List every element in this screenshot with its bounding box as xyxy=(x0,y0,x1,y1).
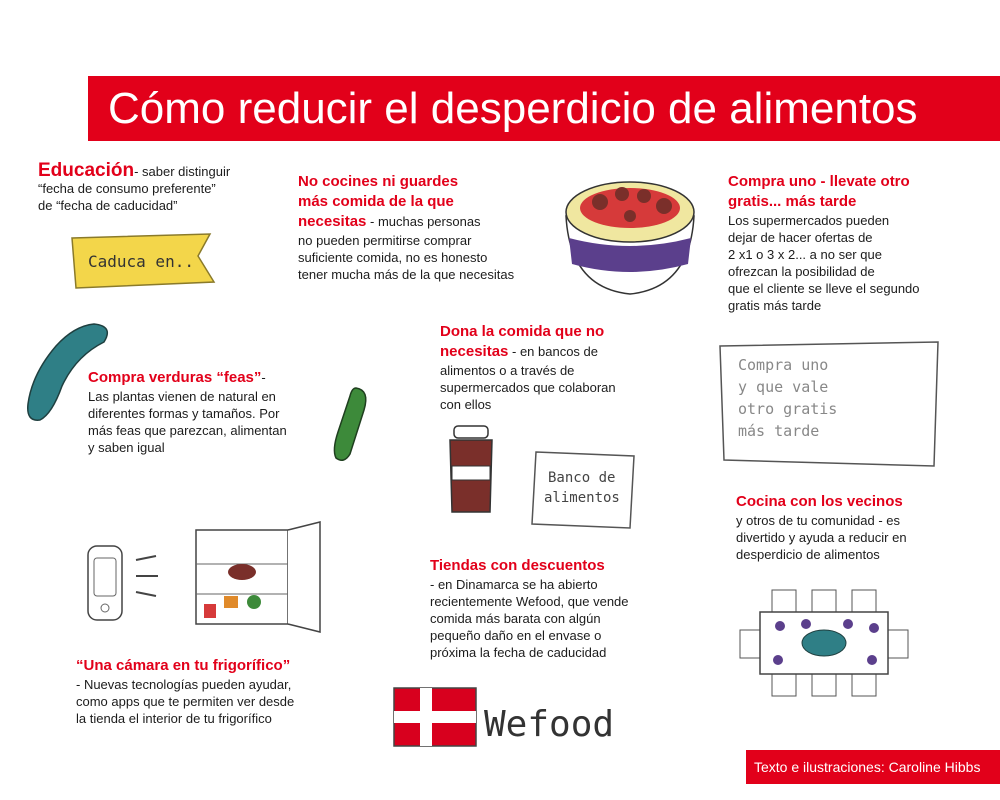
tiendas-line: comida más barata con algún xyxy=(430,611,601,626)
no-cocines-heading: más comida de la que xyxy=(298,193,454,210)
dona-line: - en bancos de xyxy=(508,344,599,359)
danish-flag-cross xyxy=(394,711,476,723)
plate xyxy=(843,619,853,629)
dona-line: alimentos o a través de xyxy=(440,363,575,378)
cocina-line: y otros de tu comunidad - es xyxy=(736,513,901,528)
chair xyxy=(772,674,796,696)
jar-label xyxy=(452,466,490,480)
plate xyxy=(773,655,783,665)
plate xyxy=(867,655,877,665)
note-card-text: y que vale xyxy=(738,378,829,396)
section-tiendas xyxy=(430,556,680,661)
section-cocina xyxy=(736,492,986,563)
compra-uno-heading: Compra uno - llevate otro xyxy=(728,173,910,190)
dona-heading: Dona la comida que no xyxy=(440,323,605,340)
educacion-line: “fecha de consumo preferente” xyxy=(38,181,216,196)
phone-screen xyxy=(94,558,116,596)
verduras-line: - xyxy=(261,370,266,385)
compra-uno-line: 2 x1 o 3 x 2... a no ser que xyxy=(728,247,882,262)
note-card-text: Compra uno xyxy=(738,356,829,374)
chair xyxy=(888,630,908,658)
cocina-heading: Cocina con los vecinos xyxy=(736,493,903,510)
chair xyxy=(852,590,876,612)
caduca-label-drawing xyxy=(68,232,218,290)
straight-cucumber-drawing xyxy=(330,384,372,464)
dining-table-drawing xyxy=(736,586,912,700)
note-card-text: otro gratis xyxy=(738,400,838,418)
no-cocines-heading: necesitas xyxy=(298,213,367,230)
no-cocines-heading: No cocines ni guardes xyxy=(298,173,459,190)
bowl-food-piece xyxy=(615,187,629,201)
plate xyxy=(869,623,879,633)
fridge-food xyxy=(224,596,238,608)
dona-heading: necesitas xyxy=(440,343,509,360)
compra-uno-line: ofrezcan la posibilidad de xyxy=(728,264,875,279)
fridge-camera-drawing xyxy=(84,520,334,636)
no-cocines-line: no pueden permitirse comprar xyxy=(298,233,472,248)
section-verduras xyxy=(88,368,328,456)
chair xyxy=(852,674,876,696)
verduras-line: diferentes formas y tamaños. Por xyxy=(88,406,280,421)
section-camara xyxy=(76,656,336,727)
dona-line: supermercados que colaboran xyxy=(440,380,616,395)
chair xyxy=(772,590,796,612)
chair xyxy=(812,590,836,612)
section-dona xyxy=(440,322,680,413)
plate xyxy=(801,619,811,629)
verduras-line: Las plantas vienen de natural en xyxy=(88,389,276,404)
tiendas-line: pequeño daño en el envase o xyxy=(430,628,602,643)
educacion-line: de “fecha de caducidad” xyxy=(38,198,178,213)
compra-uno-line: Los supermercados pueden xyxy=(728,213,890,228)
tiendas-line: - en Dinamarca se ha abierto xyxy=(430,577,598,592)
page-title: Cómo reducir el desperdicio de alimentos xyxy=(88,76,1000,141)
bowl-food-piece xyxy=(624,210,636,222)
jar-drawing xyxy=(446,420,496,518)
note-card-text: más tarde xyxy=(738,422,820,440)
fridge-food xyxy=(228,564,256,580)
camara-line: la tienda el interior de tu frigorífico xyxy=(76,711,272,726)
fridge-door xyxy=(288,522,320,632)
section-no-cocines xyxy=(298,172,558,283)
educacion-heading: Educación xyxy=(38,160,135,181)
signal-lines xyxy=(136,556,158,596)
bowl-food-piece xyxy=(592,194,608,210)
bowl-food-piece xyxy=(637,189,651,203)
note-card-drawing xyxy=(716,340,942,470)
food-bank-sign-text: alimentos xyxy=(544,490,620,506)
jar-lid xyxy=(454,426,488,438)
food-bank-sign-text: Banco de xyxy=(548,470,616,486)
cucumber-straight xyxy=(334,388,365,460)
wefood-text: Wefood xyxy=(484,704,615,745)
cocina-line: divertido y ayuda a reducir en xyxy=(736,530,907,545)
compra-uno-line: gratis más tarde xyxy=(728,298,822,313)
cocina-line: desperdicio de alimentos xyxy=(736,547,880,562)
food-bank-sign-drawing xyxy=(530,448,638,532)
no-cocines-line: - muchas personas xyxy=(366,214,481,229)
verduras-line: y saben igual xyxy=(88,440,165,455)
chair xyxy=(812,674,836,696)
tiendas-line: próxima la fecha de caducidad xyxy=(430,645,607,660)
bowl-drawing xyxy=(560,172,700,300)
chair xyxy=(740,630,760,658)
section-compra-uno xyxy=(728,172,988,314)
fridge-food xyxy=(247,595,261,609)
wefood-drawing xyxy=(392,686,622,752)
dona-line: con ellos xyxy=(440,397,492,412)
table-dish xyxy=(802,630,846,656)
no-cocines-line: suficiente comida, no es honesto xyxy=(298,250,488,265)
plate xyxy=(775,621,785,631)
verduras-heading: Compra verduras “feas” xyxy=(88,369,262,386)
compra-uno-line: dejar de hacer ofertas de xyxy=(728,230,873,245)
section-educacion xyxy=(38,162,288,214)
verduras-line: más feas que parezcan, alimentan xyxy=(88,423,287,438)
credit-badge: Texto e ilustraciones: Caroline Hibbs xyxy=(746,750,1000,784)
camara-line: - Nuevas tecnologías pueden ayudar, xyxy=(76,677,292,692)
no-cocines-line: tener mucha más de la que necesitas xyxy=(298,267,515,282)
compra-uno-line: que el cliente se lleve el segundo xyxy=(728,281,920,296)
educacion-line: - saber distinguir xyxy=(134,164,231,179)
fridge-food xyxy=(204,604,216,618)
caduca-label-text: Caduca en.. xyxy=(88,252,194,271)
bowl-food-piece xyxy=(656,198,672,214)
compra-uno-heading: gratis... más tarde xyxy=(728,193,857,210)
tiendas-heading: Tiendas con descuentos xyxy=(430,557,605,574)
camara-line: como apps que te permiten ver desde xyxy=(76,694,295,709)
phone-button xyxy=(101,604,109,612)
tiendas-line: recientemente Wefood, que vende xyxy=(430,594,629,609)
camara-heading: “Una cámara en tu frigorífico” xyxy=(76,657,291,674)
